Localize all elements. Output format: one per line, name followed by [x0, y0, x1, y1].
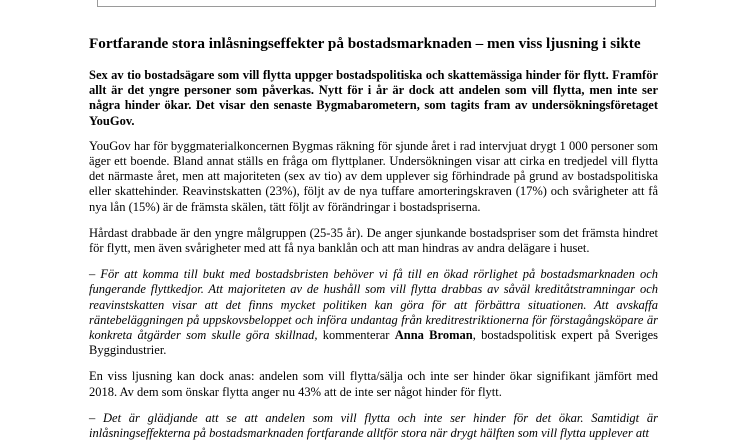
- paragraph-brightening: En viss ljusning kan dock anas: andelen som vill flytta/sälja och inte ser hinder ökar signifikant jämfört med 2018. Av dem som önskar flytta anger nu 43% att de inte ser något hinder för flytt.: [89, 369, 658, 399]
- quote-second-text: – Det är glädjande att se att andelen som vill flytta och inte ser hinder för det ökar. Samtidigt är inlåsningseffekterna på bostadsmarknaden fortfarande alltför stora när drygt hälften som vill flytta upplever att: [89, 410, 658, 441]
- quote-attribution-pre: kommenterar: [317, 328, 395, 343]
- chart-axis-frame: [97, 0, 656, 7]
- quote-speaker-name: Anna Broman: [394, 328, 473, 343]
- quote-text: – För att komma till bukt med bostadsbristen behöver vi få till en ökad rörlighet på bostadsmarknaden och fungerande flyttkedjor. Att majoriteten av de hushåll som vill flytta drabbas av såväl kreditåtstramningar och reavinstskatten visar att det finns mycket politiken kan göra för att förbättra situationen. Att avskaffa räntebeläggningen på uppskovsbeloppet och införa undantag från kreditrestriktionerna för förstagångsköpare är konkreta åtgärder som skulle göra skillnad,: [89, 267, 658, 343]
- quote-second: [89, 410, 658, 441]
- paragraph-survey: YouGov har för byggmaterialkoncernen Bygmas räkning för sjunde året i rad intervjuat drygt 1 000 personer som äger ett boende. Bland annat ställs en fråga om flyttplaner. Undersökningen visar att cirka en tredjedel vill flytta det närmaste året, men att majoriteten (sex av tio) av dem upplever sig förhindrade på grund av bostadspolitiska eller skattehinder. Reavinstskatten (23%), följt av de nya tuffare amorteringskraven (17%) och svårigheter att få nya lån (15%) är de främsta skälen, tätt följt av förändringar i bostadspriserna.: [89, 138, 658, 214]
- quote-attribution-post: , bostadspolitisk expert på Sveriges Byggindustrier.: [89, 328, 658, 358]
- quote-anna-broman: [89, 267, 658, 358]
- article-headline: Fortfarande stora inlåsningseffekter på bostadsmarknaden – men viss ljusning i sikte: [89, 35, 641, 52]
- article-lead: Sex av tio bostadsägare som vill flytta uppger bostadspolitiska och skattemässiga hinder för flytt. Framför allt är det yngre personer som påverkas. Nytt för i år är dock att andelen som vill flytta, men inte ser några hinder ökar. Det visar den senaste Bygmabarometern, som tagits fram av undersökningsföretaget YouGov.: [89, 68, 658, 128]
- paragraph-young-group: Hårdast drabbade är den yngre målgruppen (25-35 år). De anger sjunkande bostadspriser som det främsta hindret för flytt, men även svårigheter med att få nya banklån och att man hindras av andra delägare i huset.: [89, 225, 658, 256]
- article-body: [89, 34, 658, 441]
